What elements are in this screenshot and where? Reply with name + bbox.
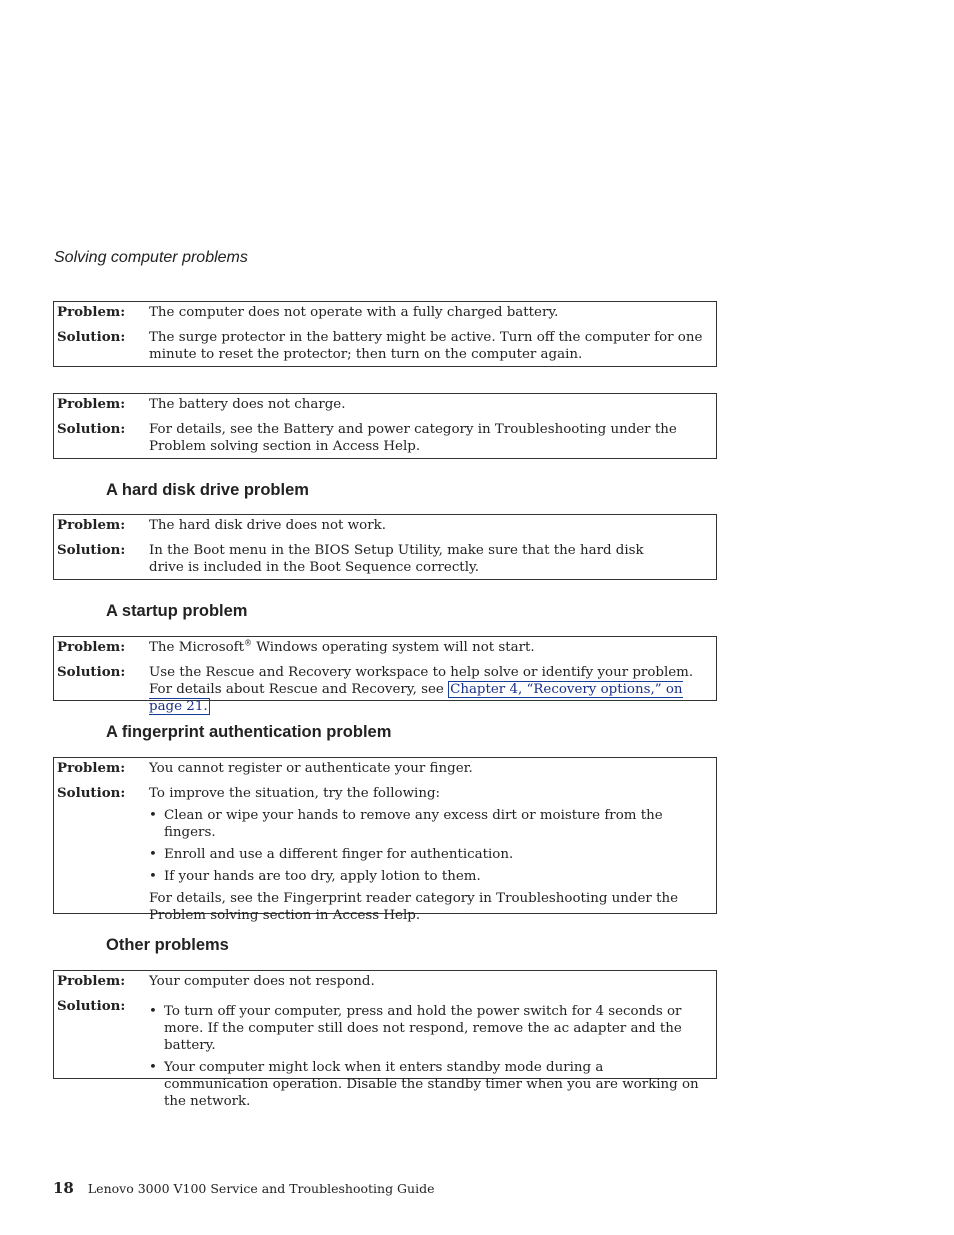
section-title-startup: A startup problem — [106, 602, 248, 620]
page-footer — [53, 1179, 434, 1197]
list-item: • Enroll and use a different finger for authentication. — [149, 846, 710, 863]
problem-text: The computer does not operate with a fully charged battery. — [149, 305, 559, 320]
registered-mark: ® — [243, 638, 252, 648]
solution-label: Solution: — [57, 785, 126, 801]
list-item: • To turn off your computer, press and hold the power switch for 4 seconds or more. If the computer still does not respond, remove the ac adapter and the battery. — [149, 1003, 710, 1054]
solution-label: Solution: — [57, 542, 126, 558]
list-item: • Clean or wipe your hands to remove any excess dirt or moisture from the fingers. — [149, 807, 710, 841]
footer-title: Lenovo 3000 V100 Service and Troubleshooting Guide — [87, 1181, 435, 1196]
problem-row — [54, 758, 716, 777]
page-number: 18 — [53, 1179, 74, 1197]
problem-text: You cannot register or authenticate your finger. — [149, 761, 473, 776]
section-title-fingerprint: A fingerprint authentication problem — [106, 723, 392, 741]
problem-text-post: Windows operating system will not start. — [251, 640, 535, 655]
problem-text: Your computer does not respond. — [149, 974, 375, 989]
solution-row — [54, 998, 716, 1110]
solution-intro: To improve the situation, try the following: — [149, 786, 441, 801]
problem-row — [54, 515, 716, 534]
problem-text — [149, 639, 710, 656]
problem-table-startup — [53, 636, 717, 714]
solution-row — [54, 664, 716, 715]
solution-bullet-list — [149, 1003, 710, 1110]
solution-row — [54, 542, 716, 576]
problem-label: Problem: — [57, 639, 126, 655]
problem-table-battery-operate — [53, 301, 717, 367]
solution-label: Solution: — [57, 329, 126, 345]
solution-text: For details, see the Battery and power category in Troubleshooting under the Problem solving section in Access Help. — [149, 422, 677, 454]
solution-row — [54, 785, 716, 924]
solution-text-pre: Use the Rescue and Recovery workspace to help solve or identify your problem. For details about Rescue and Recovery, see — [149, 665, 694, 697]
running-head: Solving computer problems — [54, 249, 248, 266]
problem-text: The battery does not charge. — [149, 397, 346, 412]
problem-label: Problem: — [57, 304, 126, 320]
section-title-other: Other problems — [106, 936, 229, 954]
solution-label: Solution: — [57, 421, 126, 437]
problem-text-pre: The Microsoft — [149, 640, 244, 655]
problem-row — [54, 971, 716, 990]
problem-label: Problem: — [57, 517, 126, 533]
solution-row — [54, 421, 716, 455]
solution-row — [54, 329, 716, 363]
solution-bullet-list — [149, 807, 710, 885]
solution-label: Solution: — [57, 998, 126, 1014]
solution-text — [149, 664, 710, 715]
chapter-4-link[interactable]: Chapter 4, “Recovery options,” on page 21. — [149, 682, 683, 714]
solution-text: In the Boot menu in the BIOS Setup Utility, make sure that the hard disk drive is included in the Boot Sequence correctly. — [149, 543, 644, 575]
problem-label: Problem: — [57, 760, 126, 776]
solution-outro: For details, see the Fingerprint reader category in Troubleshooting under the Problem solving section in Access Help. — [149, 891, 679, 923]
solution-text: The surge protector in the battery might be active. Turn off the computer for one minute to reset the protector; then turn on the computer again. — [149, 330, 703, 362]
problem-row — [54, 637, 716, 656]
solution-label: Solution: — [57, 664, 126, 680]
problem-row — [54, 302, 716, 321]
problem-table-other — [53, 970, 717, 1109]
problem-text: The hard disk drive does not work. — [149, 518, 386, 533]
solution-body — [149, 998, 710, 1110]
section-title-hdd: A hard disk drive problem — [106, 481, 309, 499]
problem-label: Problem: — [57, 396, 126, 412]
list-item: • If your hands are too dry, apply lotion to them. — [149, 868, 710, 885]
problem-row — [54, 394, 716, 413]
problem-table-hdd — [53, 514, 717, 580]
list-item: • Your computer might lock when it enters standby mode during a communication operation. Disable the standby timer when you are working on the network. — [149, 1059, 710, 1110]
problem-table-battery-charge — [53, 393, 717, 459]
problem-table-fingerprint — [53, 757, 717, 923]
solution-body — [149, 785, 710, 924]
problem-label: Problem: — [57, 973, 126, 989]
